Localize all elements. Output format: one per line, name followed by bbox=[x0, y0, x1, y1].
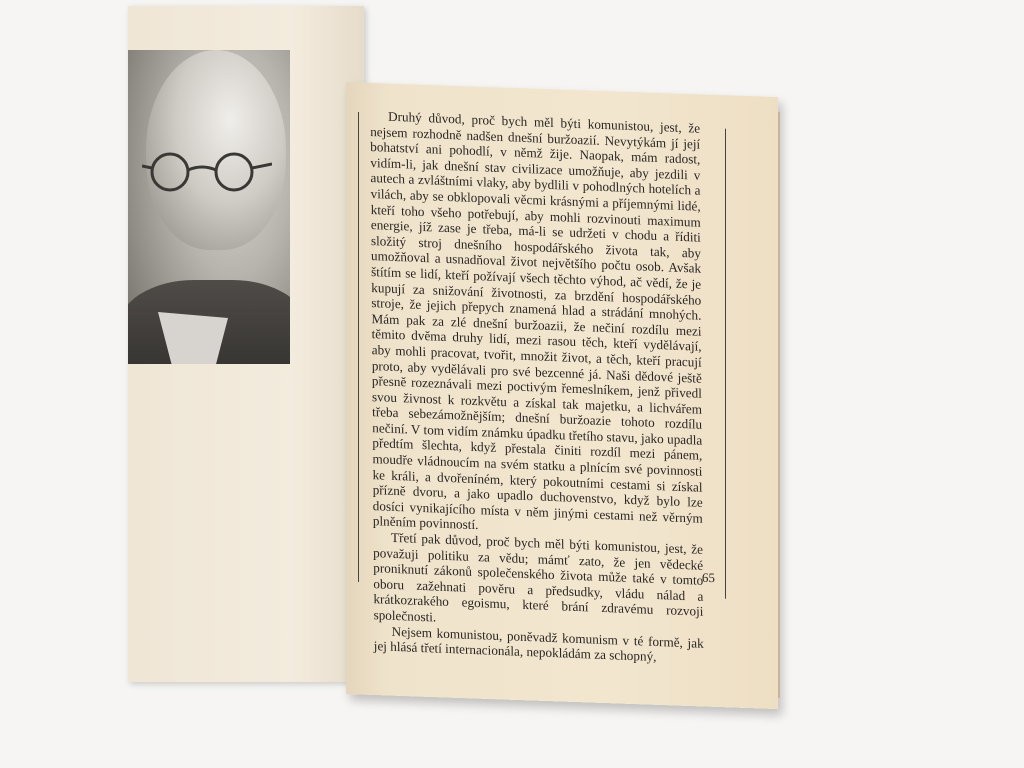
left-page bbox=[128, 6, 364, 682]
page-number: 65 bbox=[701, 569, 716, 586]
paragraph-3: Nejsem komunistou, poněvadž komunism v té formě, jak jej hlásá třetí internacionála, nepokládám za schopný, bbox=[373, 623, 704, 665]
paragraph-2: Třetí pak důvod, proč bych měl býti komunistou, jest, že považuji politiku za vědu; mámť zato, že jen vědecké proniknutí zákonů společenského života může také v tomto oboru zažehnati pověru a předsudky, vládu nálad a krátkozrakého egoismu, které brání zdravému rozvoji společnosti. bbox=[373, 529, 704, 625]
glasses-icon bbox=[142, 148, 272, 198]
paragraph-1: Druhý důvod, proč bych měl býti komunistou, jest, že nejsem rozhodně nadšen dnešní buržoazií. Nevytýkám jí její bohatství ani pohodlí, v němž žije. Naopak, mám radost, vidím-li, jak dnešní stav civilizace umožňuje, aby jezdili v autech a zvláštními vlaky, aby bydlili v pohodlných hotelích a vilách, aby se obklopovali věcmi krásnými a příjemnými lidé, kteří toho všeho potřebují, aby mohli rozvinouti maximum energie, jíž zase je třeba, má-li se udržeti v chodu a říditi složitý stroj dnešního hospodářského života tak, aby umožňoval a usnadňoval život největšího počtu osob. Avšak štítím se lidí, kteří požívají všech těchto výhod, ač vědí, že je kupují za snižování životnosti, za brzdění hospodářského stroje, že jejich přepych znamená hlad a strádání mnohých. Mám pak za zlé dnešní buržoazii, že nečiní rozdílu mezi těmito dvěma druhy lidí, mezi rasou těch, kteří vydělávají, aby mohli pracovat, tvořit, množit život, a těch, kteří pracují proto, aby vydělávali pro své bezcenné já. Naši dědové ještě přesně rozeznávali mezi poctivým řemeslníkem, jenž přivedl svou živnost k rozkvětu a získal tak majetku, a lichvářem třeba sebezámožnějším; dnešní buržoazie tohoto rozdílu nečiní. V tom vidím známku úpadku třetího stavu, jako upadla předtím šlechta, když přestala činiti rozdíl mezi pánem, moudře vládnoucím na svém statku a plnícím své povinnosti ke králi, a dvořeníném, který pokoutními cestami si získal přízně dvoru, a jako upadlo duchovenstvo, když bylo lze dosíci vynikajícího místa v něm jinými cestami než věrným plněním povinností. bbox=[370, 108, 703, 533]
portrait-photo bbox=[128, 50, 290, 364]
page-body-text bbox=[370, 108, 704, 667]
